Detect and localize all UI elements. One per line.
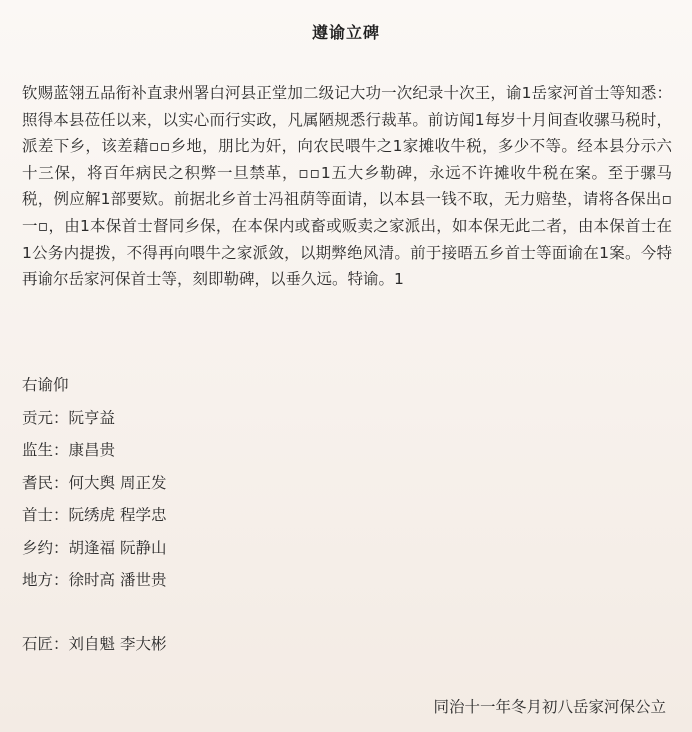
signatory-names: 徐时高 潘世贵 bbox=[68, 571, 167, 589]
date-signature-line: 同治十一年冬月初八岳家河保公立 bbox=[433, 698, 666, 716]
signatory-row bbox=[22, 535, 662, 568]
signatory-role: 监生 bbox=[22, 441, 54, 459]
list-header: 右谕仰 bbox=[22, 376, 69, 394]
mason-row bbox=[22, 631, 662, 664]
separator: ： bbox=[53, 473, 69, 492]
separator: ： bbox=[53, 408, 69, 427]
mason-names: 刘自魁 李大彬 bbox=[68, 634, 167, 653]
separator: ： bbox=[53, 571, 69, 589]
edict-body-text: 钦赐蓝翎五品衔补直隶州署白河县正堂加二级记大功一次纪录十次王，谕1岳家河首士等知悉：照得本县莅任以来，以实心而行实政，凡属陋规悉行裁革。前访闻1每岁十月间查收骡马税时，派差下乡，该差藉▫▫乡地，朋比为奸，向农民喂牛之1家摊收牛税，多少不等。经本县分示六十三保，将百年病民之积弊一旦禁革，▫▫1五大乡勒碑，永远不许摊收牛税在案。至于骡马税，例应解1部要欵。前据北乡首士冯祖荫等面请，以本县一钱不取，无力赔垫，请将各保出▫一▫，由1本保首士督同乡保，在本保内或畜或贩卖之家派出，如本保无此二者，由本保首士在1公务内提拨，不得再向喂牛之家派敛，以期弊绝风清。前于接晤五乡首士等面谕在1案。今特再谕尔岳家河保首士等，刻即勒碑，以垂久远。特谕。1 bbox=[22, 84, 672, 289]
signatory-role: 乡约 bbox=[22, 538, 54, 557]
signatory-row bbox=[22, 470, 662, 503]
separator: ： bbox=[53, 538, 69, 557]
signatory-row bbox=[22, 437, 662, 470]
separator: ： bbox=[53, 506, 69, 524]
signatory-role: 耆民 bbox=[22, 473, 54, 492]
signatory-names: 康昌贵 bbox=[68, 441, 116, 459]
signatory-role: 首士 bbox=[22, 506, 54, 524]
signatory-role: 地方 bbox=[22, 571, 54, 589]
signatory-row bbox=[22, 405, 662, 438]
signatory-list bbox=[22, 372, 662, 663]
spacer bbox=[22, 600, 662, 631]
signatory-names: 阮亨益 bbox=[68, 408, 116, 427]
page-title: 遵谕立碑 bbox=[311, 23, 380, 42]
signatory-names: 何大舆 周正发 bbox=[68, 473, 167, 492]
signatory-names: 阮绣虎 程学忠 bbox=[68, 506, 167, 524]
signatory-row bbox=[22, 567, 662, 600]
mason-role: 石匠 bbox=[22, 634, 54, 653]
separator: ： bbox=[53, 441, 69, 459]
signatory-row bbox=[22, 502, 662, 535]
signatory-role: 贡元 bbox=[22, 408, 54, 427]
separator: ： bbox=[53, 634, 69, 653]
signatory-names: 胡逢福 阮静山 bbox=[68, 538, 167, 557]
